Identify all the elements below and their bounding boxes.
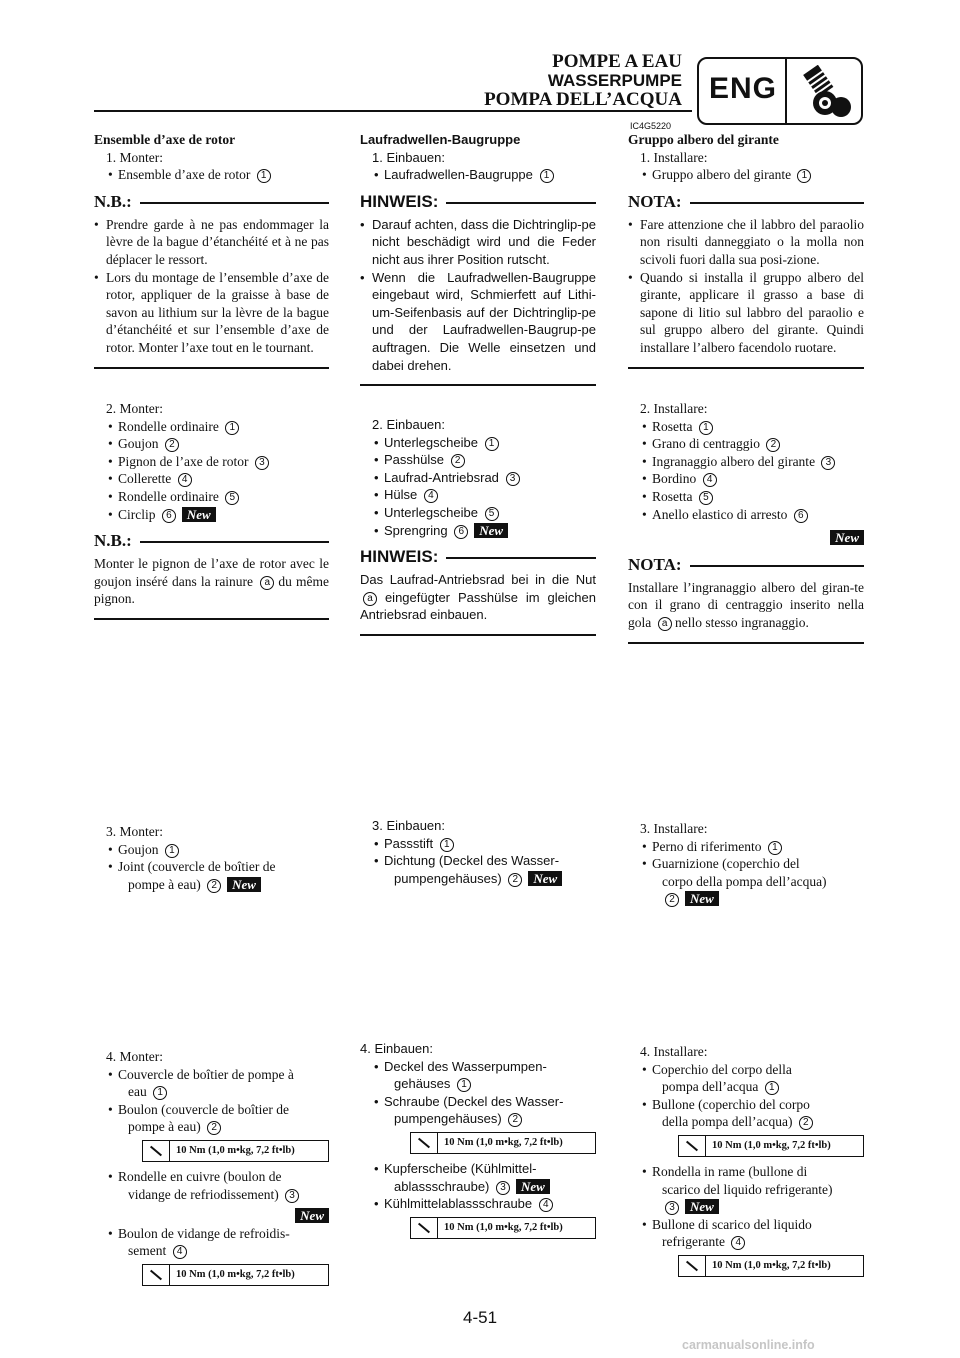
- torque-spec: 10 Nm (1,0 m•kg, 7,2 ft•lb): [142, 1264, 329, 1286]
- it-note2-text: Installare l’ingranaggio albero del giran-te con il grano di centraggio inserito nella gola a nello stesso ingranaggio.: [628, 579, 864, 630]
- de-step1-item: • Laufradwellen-Baugruppe 1: [360, 166, 596, 184]
- torque-spec: 10 Nm (1,0 m•kg, 7,2 ft•lb): [410, 1217, 596, 1239]
- torque-wrench-icon: [679, 1136, 706, 1156]
- fr-step4-item-1: • Couvercle de boîtier de pompe à: [94, 1066, 329, 1084]
- title-fr: POMPE A EAU: [552, 51, 682, 72]
- it-rotor-assembly-section: Gruppo albero del girante 1. Installare: • Gruppo albero del girante 1 NOTA: • Fare attenzione che il labbro del paraolio non risulti danneggiato o la molla non scivoli fuori dalla sua posi-zione. • Quando si installa il gruppo albero del girante, applicare il grasso a base di sapone di litio sul labbro del paraolio e sul gruppo albero del girante. Quindi installare l’albero facendolo ruotare.: [628, 131, 864, 369]
- de-note-end-rule: [360, 384, 596, 386]
- it-step3-section: 3. Installare: • Perno di riferimento 1 • Guarnizione (coperchio del corpo della pompa dell’acqua) 2 New: [628, 820, 864, 908]
- it-note-bullet-1: • Fare attenzione che il labbro del paraolio non risulti danneggiato o la molla non scivoli fuori dalla sua posi-zione.: [628, 216, 864, 269]
- fr-step4-item-4: • Boulon de vidange de refroidis-: [94, 1225, 329, 1243]
- it-step4-section: 4. Installare: • Coperchio del corpo della pompa dell’acqua 1 • Bullone (coperchio del corpo della pompa dell’acqua) 2 10 Nm (1,0 m•kg, 7,2 ft•lb) • Rondella in rame (bullone di scarico del liquido refrigerante) 3 New • Bullone di scarico del liquido refrigerante 4 10 Nm (1,0 m•kg, 7,2 ft•lb): [628, 1043, 864, 1283]
- de-note-header: HINWEIS:: [360, 192, 596, 212]
- torque-spec: 10 Nm (1,0 m•kg, 7,2 ft•lb): [678, 1135, 864, 1157]
- it-step1: 1. Installare:: [640, 149, 708, 165]
- footer-watermark[interactable]: carmanualsonline.info: [682, 1338, 815, 1352]
- page-number: 4-51: [463, 1308, 498, 1327]
- fr-step2-section: [94, 400, 329, 620]
- fr-step2-item-1: • Rondelle ordinaire 1: [94, 418, 329, 436]
- de-note2-header: HINWEIS:: [360, 547, 596, 567]
- fr-step4: 4. Monter:: [106, 1049, 163, 1064]
- de-step3-section: 3. Einbauen: • Passstift 1 • Dichtung (Deckel des Wasser- pumpengehäuses) 2 New: [360, 817, 596, 887]
- title-de: WASSERPUMPE: [547, 71, 682, 90]
- it-step2-section: 2. Installare: • Rosetta 1 • Grano di centraggio 2 • Ingranaggio albero del girante 3 • Bordino 4 • Rosetta 5 • Anello elastico di arresto 6 New NOTA: Installare l’ingranaggio albero del giran-te con il grano di centraggio inserito nella gola a nello stesso ingranaggio.: [628, 400, 864, 644]
- de-rotor-assembly-section: [360, 131, 596, 386]
- page-header-titles: [484, 52, 682, 109]
- de-note-bullet-2: • Wenn die Laufradwellen-Baugruppe eingebaut wird, Schmierfett auf Lithi-um-Seifenbasis auf der Dichtringlip-pe und der Laufradwellen-Baugrup-pe auftragen. Die Welle einsetzen und dabei drehen.: [360, 269, 596, 375]
- torque-spec: 10 Nm (1,0 m•kg, 7,2 ft•lb): [678, 1255, 864, 1277]
- de-step1: 1. Einbauen:: [372, 149, 446, 165]
- de-note-bullet-1: • Darauf achten, dass die Dichtringlip-pe nicht beschädigt wird und die Feder nicht aus ihrer Position rutscht.: [360, 216, 596, 269]
- fr-note-bullet-1: • Prendre garde à ne pas endommager la lèvre de la bague d’étanchéité et à ne pas déplacer le ressort.: [94, 216, 329, 269]
- title-it: POMPA DELL’ACQUA: [484, 89, 682, 110]
- torque-spec: 10 Nm (1,0 m•kg, 7,2 ft•lb): [410, 1132, 596, 1154]
- fr-step4-item-3: • Rondelle en cuivre (boulon de: [94, 1168, 329, 1186]
- callout-1: 1: [257, 169, 271, 183]
- de-note2-text: Das Laufrad-Antriebsrad bei in die Nut a eingefügter Passhülse im gleichen Antriebsrad einbauen.: [360, 572, 596, 623]
- it-note-bullet-2: • Quando si installa il gruppo albero del girante, applicare il grasso a base di sapone di litio sul labbro del paraolio e sul gruppo albero del girante. Quindi installare l’albero facendolo ruotare.: [628, 269, 864, 357]
- torque-wrench-icon: [679, 1256, 706, 1276]
- fr-heading: Ensemble d’axe de rotor: [94, 132, 236, 147]
- section-badge-label: ENG: [709, 72, 778, 105]
- fr-step3: 3. Monter:: [106, 824, 163, 839]
- it-step2: 2. Installare:: [640, 401, 708, 416]
- torque-spec: 10 Nm (1,0 m•kg, 7,2 ft•lb): [142, 1140, 329, 1162]
- fr-step2-item-2: • Goujon 2: [94, 435, 329, 453]
- it-heading: Gruppo albero del girante: [628, 132, 779, 147]
- de-step4: 4. Einbauen:: [360, 1041, 434, 1056]
- new-badge: New: [182, 507, 216, 522]
- it-step3: 3. Installare:: [640, 821, 708, 836]
- fr-step2-item-5: • Rondelle ordinaire 5: [94, 488, 329, 506]
- fr-note2-end-rule: [94, 618, 329, 620]
- de-step4-section: 4. Einbauen: • Deckel des Wasserpumpen- gehäuses 1 • Schraube (Deckel des Wasser- pumpengehäuses) 2 10 Nm (1,0 m•kg, 7,2 ft•lb) • Kupferscheibe (Kühlmittel- ablassschraube) 3 New • Kühlmittelablassschraube 4 10 Nm (1,0 m•kg, 7,2 ft•lb): [360, 1040, 596, 1245]
- fr-step3-section: 3. Monter: • Goujon 1 • Joint (couvercle de boîtier de pompe à eau) 2 New: [94, 823, 329, 893]
- fr-step2-item-3: • Pignon de l’axe de rotor 3: [94, 453, 329, 471]
- torque-wrench-icon: [411, 1218, 438, 1238]
- section-badge: [697, 57, 863, 125]
- de-step2-section: 2. Einbauen: • Unterlegscheibe 1 • Passhülse 2 • Laufrad-Antriebsrad 3 • Hülse 4 • Unterlegscheibe 5 • Sprengring 6 New HINWEIS: Das Laufrad-Antriebsrad bei in die Nut a eingefügter Passhülse im gleichen Antriebsrad einbauen.: [360, 416, 596, 636]
- fr-step2: 2. Monter:: [106, 401, 163, 416]
- fr-note2-text: Monter le pignon de l’axe de rotor avec le goujon inséré dans la rainure a du même pignon.: [94, 556, 330, 607]
- fr-note2-header: N.B.:: [94, 531, 329, 551]
- engine-icon: [795, 65, 857, 119]
- fr-note-end-rule: [94, 367, 329, 369]
- it-note-header: NOTA:: [628, 192, 864, 212]
- it-step4: 4. Installare:: [640, 1044, 708, 1059]
- it-note2-header: NOTA:: [628, 555, 864, 575]
- fr-step4-section: 4. Monter: • Couvercle de boîtier de pompe à eau 1 • Boulon (couvercle de boîtier de pompe à eau) 2 10 Nm (1,0 m•kg, 7,2 ft•lb) • Rondelle en cuivre (boulon de vidange de refriodissement) 3 New • Boulon de vidange de refroidis- sement 4 10 Nm (1,0 m•kg, 7,2 ft•lb): [94, 1048, 329, 1292]
- fr-step1-item: • Ensemble d’axe de rotor 1: [94, 166, 329, 184]
- header-rule: [94, 110, 692, 112]
- torque-wrench-icon: [143, 1265, 170, 1285]
- fr-step3-item-2: • Joint (couvercle de boîtier de: [94, 858, 329, 876]
- fr-rotor-assembly-section: [94, 131, 329, 369]
- de-step2: 2. Einbauen:: [372, 417, 446, 432]
- fr-note-header: N.B.:: [94, 192, 329, 212]
- de-heading: Laufradwellen-Baugruppe: [360, 132, 521, 147]
- fr-step1: 1. Monter:: [106, 149, 163, 165]
- fr-note-bullet-2: • Lors du montage de l’ensemble d’axe de rotor, appliquer de la graisse à base de savon au lithium sur la lèvre de la bague d’étanchéité et sur l’ensemble d’axe de rotor. Monter l’axe tout en le tournant.: [94, 269, 329, 357]
- de-step3: 3. Einbauen:: [372, 818, 446, 833]
- fr-step3-item-1: • Goujon 1: [94, 841, 329, 859]
- torque-wrench-icon: [143, 1141, 170, 1161]
- fr-step2-item-4: • Collerette 4: [94, 470, 329, 488]
- fr-step2-item-6: • Circlip 6 New: [94, 506, 329, 524]
- section-code: IC4G5220: [630, 121, 672, 131]
- fr-step4-item-2: • Boulon (couvercle de boîtier de: [94, 1101, 329, 1119]
- torque-wrench-icon: [411, 1133, 438, 1153]
